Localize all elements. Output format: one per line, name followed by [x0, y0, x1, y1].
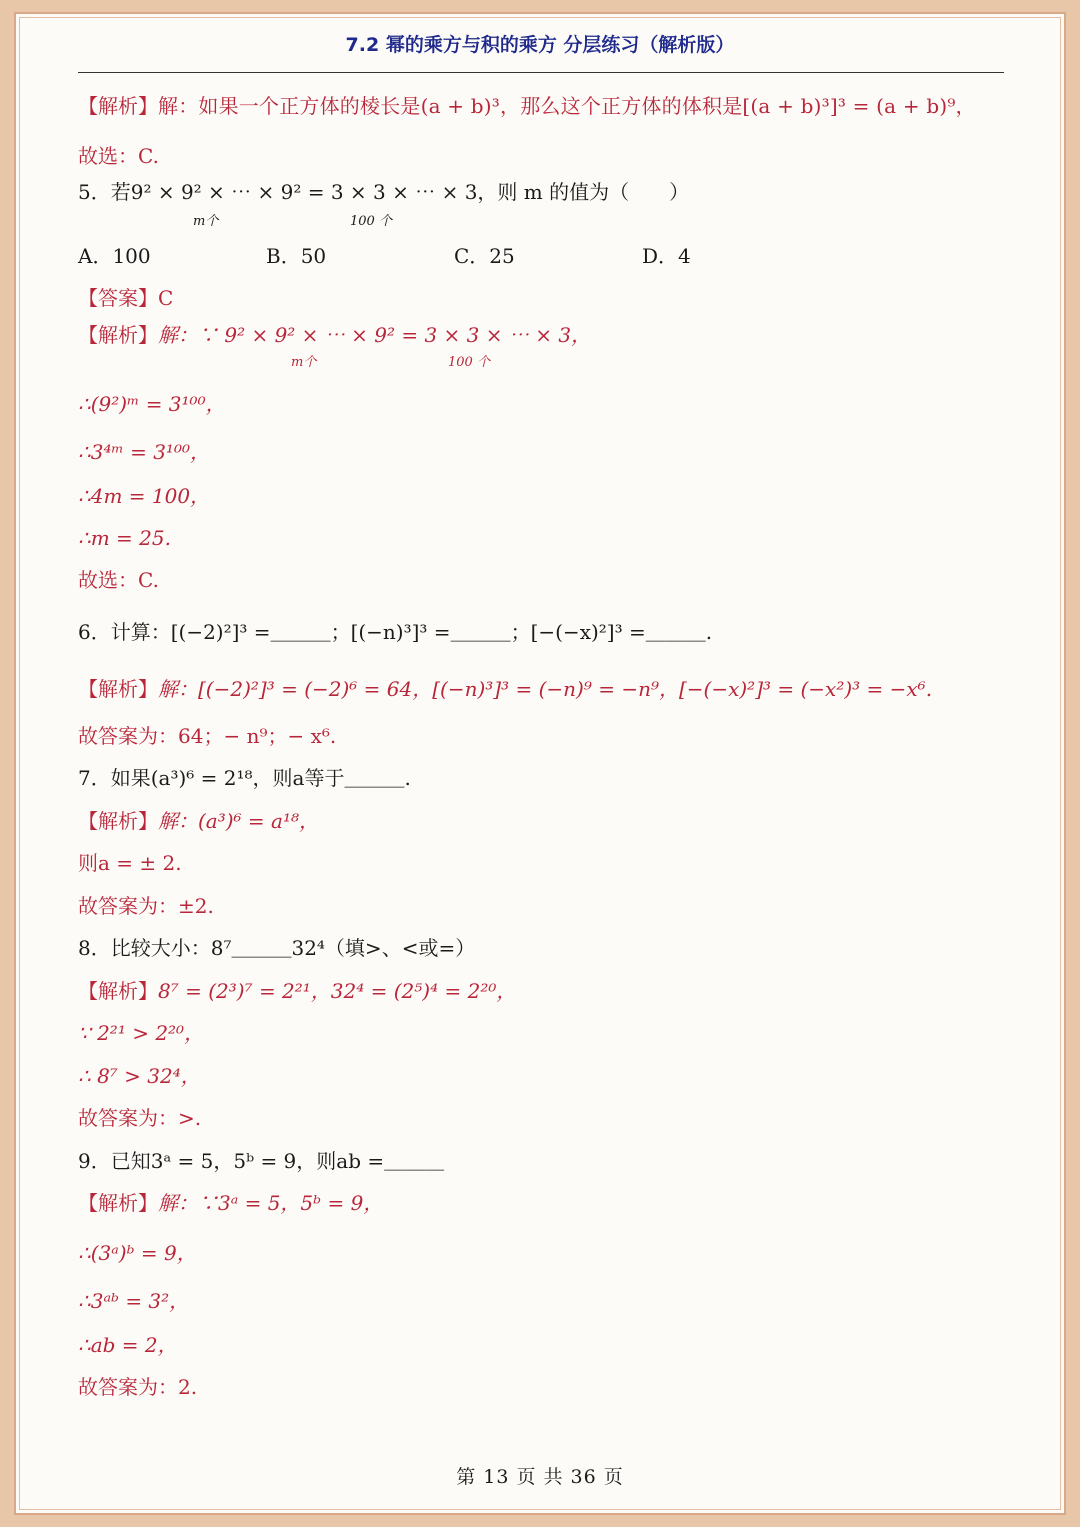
- q7-step: 则a = ± 2.: [78, 851, 182, 875]
- analysis-tag: 【解析】: [78, 809, 158, 833]
- q9-stem: 9．已知3ᵃ = 5，5ᵇ = 9，则ab =＿＿＿: [78, 1149, 445, 1173]
- q8-final: 故答案为：>.: [78, 1106, 202, 1130]
- page-header-title: 7.2 幂的乘方与积的乘方 分层练习（解析版）: [345, 34, 735, 56]
- q4-analysis-text: 解：如果一个正方体的棱长是(a + b)³，那么这个正方体的体积是[(a + b)³]³ = (a + b)⁹，: [158, 94, 976, 118]
- q6-stem: 6．计算：[(−2)²]³ =＿＿＿；[(−n)³]³ =＿＿＿；[−(−x)²]³ =＿＿＿.: [78, 620, 713, 644]
- answer-tag: 【答案】: [78, 286, 158, 310]
- q5-brace-m-label: m个: [193, 214, 219, 229]
- q9-step-1: ∴3ᵃᵇ = 3²，: [78, 1289, 190, 1313]
- option-a: A．100: [78, 244, 151, 268]
- analysis-tag: 【解析】: [78, 979, 158, 1003]
- q8-analysis-text: 8⁷ = (2³)⁷ = 2²¹，32⁴ = (2⁵)⁴ = 2²⁰，: [158, 979, 517, 1003]
- option-c: C．25: [454, 244, 515, 268]
- q9-final: 故答案为：2.: [78, 1375, 198, 1399]
- q6-final: 故答案为：64；− n⁹；− x⁶.: [78, 724, 337, 748]
- q5-stem: [78, 182, 689, 202]
- q9-step-0: ∴(3ᵃ)ᵇ = 9，: [78, 1241, 197, 1265]
- q7-analysis: [78, 811, 319, 831]
- q8-step2: ∴ 8⁷ > 32⁴，: [78, 1064, 201, 1088]
- q8-stem: 8．比较大小：8⁷＿＿＿32⁴（填>、<或=）: [78, 936, 476, 960]
- q7-stem: 7．如果(a³)⁶ = 2¹⁸，则a等于＿＿＿.: [78, 766, 411, 790]
- q8-analysis: [78, 981, 516, 1001]
- q5-answer: [78, 288, 173, 308]
- q5-analysis-brace-100: 100 个: [448, 355, 490, 370]
- q5-options: [78, 246, 830, 266]
- q5-step-3: ∴4m = 100，: [78, 484, 211, 508]
- q9-analysis-text: 解：∵3ᵃ = 5，5ᵇ = 9，: [158, 1191, 384, 1215]
- analysis-tag: 【解析】: [78, 94, 158, 118]
- q5-step-0: 解：∵ 9² × 9² × ⋯ × 9² = 3 × 3 × ⋯ × 3，: [158, 323, 592, 347]
- q5-analysis-brace-m: m个: [291, 355, 317, 370]
- option-b: B．50: [266, 244, 327, 268]
- q5-step-2: ∴3⁴ᵐ = 3¹⁰⁰，: [78, 440, 210, 464]
- analysis-tag: 【解析】: [78, 1191, 158, 1215]
- q5-choose: 故选：C.: [78, 568, 159, 592]
- page-number: 第 13 页 共 36 页: [456, 1466, 624, 1488]
- analysis-tag: 【解析】: [78, 323, 158, 347]
- q6-analysis: [78, 679, 932, 699]
- q5-brace-100-label: 100 个: [350, 214, 392, 229]
- q9-step-2: ∴ab = 2，: [78, 1333, 178, 1357]
- header-rule: [78, 72, 1004, 73]
- option-d: D．4: [642, 244, 691, 268]
- q5-step-4: ∴m = 25.: [78, 526, 171, 550]
- q5-analysis: [78, 325, 591, 345]
- q5-answer-value: C: [158, 286, 174, 310]
- q6-analysis-text: 解：[(−2)²]³ = (−2)⁶ = 64，[(−n)³]³ = (−n)⁹ = −n⁹，[−(−x)²]³ = (−x²)³ = −x⁶.: [158, 677, 933, 701]
- q5-stem-text: 5．若9² × 9² × ⋯ × 9² = 3 × 3 × ⋯ × 3，则 m 的值为（ ）: [78, 180, 690, 204]
- q4-analysis: [78, 96, 976, 116]
- q4-choose: 故选：C.: [78, 144, 159, 168]
- q8-step1: ∵ 2²¹ > 2²⁰，: [78, 1021, 205, 1045]
- q7-final: 故答案为：±2.: [78, 894, 214, 918]
- analysis-tag: 【解析】: [78, 677, 158, 701]
- q7-analysis-text: 解：(a³)⁶ = a¹⁸，: [158, 809, 319, 833]
- q9-analysis: [78, 1193, 383, 1213]
- q5-step-1: ∴(9²)ᵐ = 3¹⁰⁰，: [78, 392, 226, 416]
